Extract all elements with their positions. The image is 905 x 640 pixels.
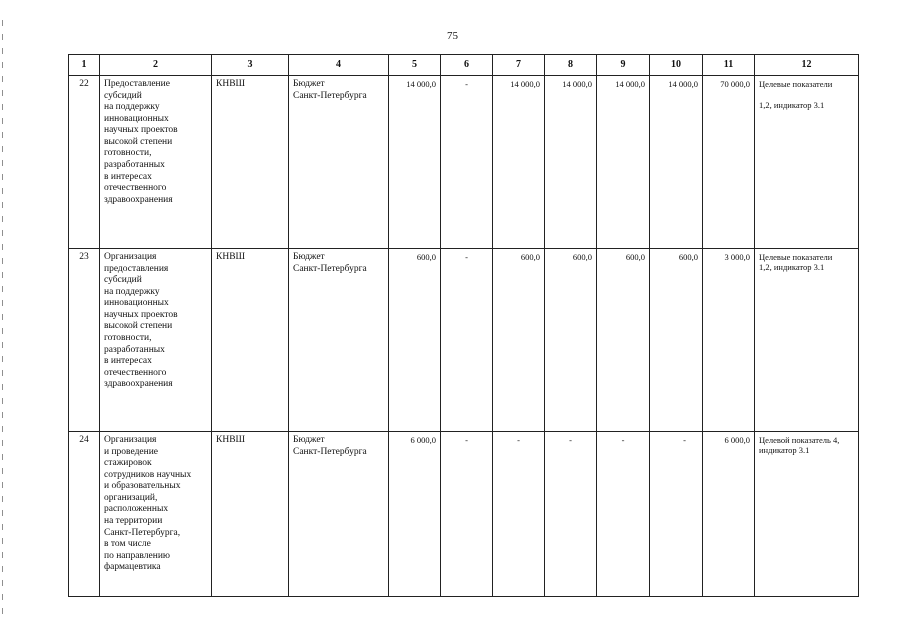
activity-name: Организация и проведение стажировок сотрудников научных и образовательных организаций, расположенных на территории Санкт-Петербурга, в том числе по направлению фармацевтика — [100, 432, 212, 597]
header-cell: 5 — [389, 55, 441, 76]
value-cell: 6 000,0 — [389, 432, 441, 597]
value-cell: 14 000,0 — [650, 76, 703, 249]
executor-cell: КНВШ — [212, 432, 289, 597]
header-row — [69, 55, 859, 76]
value-cell: - — [441, 432, 493, 597]
executor-cell: КНВШ — [212, 76, 289, 249]
header-cell: 10 — [650, 55, 703, 76]
header-cell: 11 — [703, 55, 755, 76]
value-cell: - — [441, 76, 493, 249]
row-number: 24 — [69, 432, 100, 597]
value-cell: 14 000,0 — [545, 76, 597, 249]
header-cell: 7 — [493, 55, 545, 76]
table-row — [69, 249, 859, 432]
header-cell: 4 — [289, 55, 389, 76]
value-cell: 600,0 — [650, 249, 703, 432]
funding-source: Бюджет Санкт-Петербурга — [289, 76, 389, 249]
header-cell: 12 — [755, 55, 859, 76]
value-cell: - — [650, 432, 703, 597]
executor-cell: КНВШ — [212, 249, 289, 432]
total-cell: 3 000,0 — [703, 249, 755, 432]
header-cell: 2 — [100, 55, 212, 76]
table-row — [69, 432, 859, 597]
value-cell: 600,0 — [389, 249, 441, 432]
value-cell: - — [441, 249, 493, 432]
value-cell: - — [493, 432, 545, 597]
total-cell: 6 000,0 — [703, 432, 755, 597]
value-cell: - — [545, 432, 597, 597]
value-cell: 14 000,0 — [389, 76, 441, 249]
header-cell: 8 — [545, 55, 597, 76]
row-number: 23 — [69, 249, 100, 432]
indicator-cell: Целевой показатель 4, индикатор 3.1 — [755, 432, 859, 597]
indicator-cell: Целевые показатели 1,2, индикатор 3.1 — [755, 76, 859, 249]
scan-edge-marks — [2, 20, 3, 620]
activity-name: Предоставление субсидий на поддержку инновационных научных проектов высокой степени готовности, разработанных в интересах отечественного здравоохранения — [100, 76, 212, 249]
indicator-cell: Целевые показатели 1,2, индикатор 3.1 — [755, 249, 859, 432]
funding-source: Бюджет Санкт-Петербурга — [289, 432, 389, 597]
table-row — [69, 76, 859, 249]
value-cell: - — [597, 432, 650, 597]
header-cell: 6 — [441, 55, 493, 76]
header-cell: 9 — [597, 55, 650, 76]
value-cell: 14 000,0 — [493, 76, 545, 249]
funding-source: Бюджет Санкт-Петербурга — [289, 249, 389, 432]
value-cell: 600,0 — [597, 249, 650, 432]
program-table — [68, 54, 859, 597]
activity-name: Организация предоставления субсидий на поддержку инновационных научных проектов высокой степени готовности, разработанных в интересах отечественного здравоохранения — [100, 249, 212, 432]
page-number: 75 — [447, 30, 458, 42]
value-cell: 14 000,0 — [597, 76, 650, 249]
value-cell: 600,0 — [545, 249, 597, 432]
header-cell: 3 — [212, 55, 289, 76]
header-cell: 1 — [69, 55, 100, 76]
value-cell: 600,0 — [493, 249, 545, 432]
row-number: 22 — [69, 76, 100, 249]
total-cell: 70 000,0 — [703, 76, 755, 249]
